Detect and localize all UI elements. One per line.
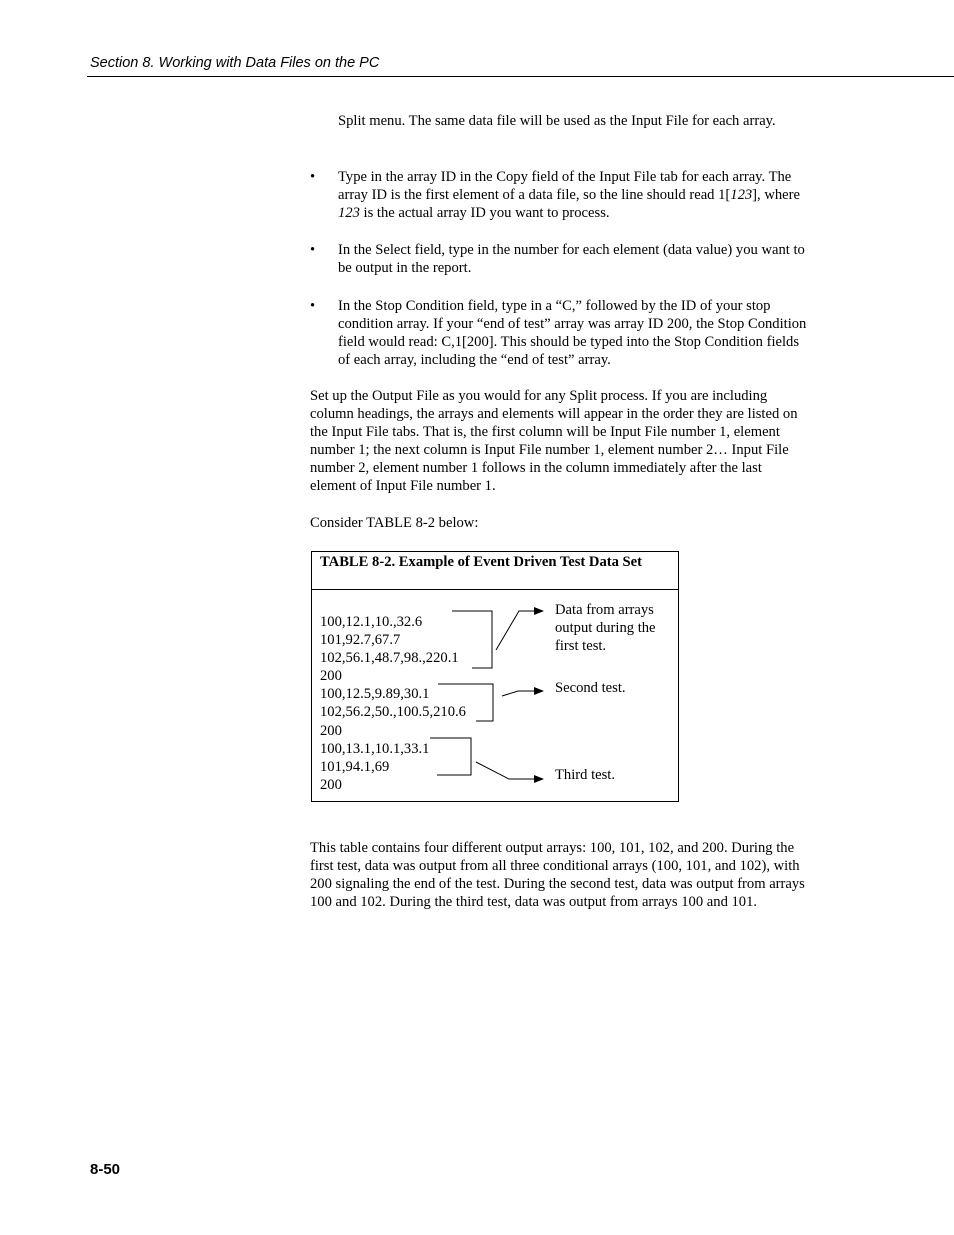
data-line: 100,12.5,9.89,30.1	[320, 686, 430, 703]
continuation-text: Split menu. The same data file will be used as the Input File for each array.	[338, 113, 776, 129]
event-data-table	[311, 551, 679, 802]
bullet-icon: •	[310, 242, 316, 258]
arrow-second-test	[502, 691, 543, 696]
header-rule	[87, 76, 954, 77]
bullet-icon: •	[310, 169, 316, 185]
page-number: 8-50	[90, 1161, 121, 1178]
data-line: 100,12.1,10.,32.6	[320, 614, 423, 630]
data-line: 200	[320, 776, 342, 793]
bullet-text: In the Select field, type in the number for each element (data value) you want to be output in the report.	[338, 242, 805, 277]
output-setup-paragraph: Set up the Output File as you would for any Split process. If you are including column headings, the arrays and elements will appear in the order they are listed on the Input File tabs. That is, the first column will be Input File number 1, element number 1; the next column is Input File number 1, element number 2… Input File number 2, element number 1 follows in the column immediately after the last element of Input File number 1.	[310, 388, 798, 495]
note-second-test: Second test.	[555, 680, 626, 696]
data-line: 101,94.1,69	[320, 758, 390, 775]
bullet-text: In the Stop Condition field, type in a “C,” followed by the ID of your stop condition array. If your “end of test” array was array ID 200, the Stop Condition field would read: C,1[200]. This should be typed into the Stop Condition fields of each array, including the “end of test” array.	[338, 298, 807, 369]
arrow-third-test	[476, 762, 543, 779]
arrow-first-test	[496, 611, 543, 650]
bullet-text: Type in the array ID in the Copy field of the Input File tab for each array. The array ID is the first element of a data file, so the line should read 1[123], where 123 is the actual array ID you want to process.	[338, 169, 800, 222]
consider-table-paragraph: Consider TABLE 8-2 below:	[310, 515, 479, 531]
summary-paragraph: This table contains four different output arrays: 100, 101, 102, and 200. During the first test, data was output from all three conditional arrays (100, 101, and 102), with 200 signaling the end of the test. During the second test, data was output from arrays 100 and 102. During the third test, data was output from arrays 100 and 101.	[310, 840, 805, 911]
bracket-arrows-diagram	[312, 552, 678, 801]
bracket-second-test	[438, 684, 493, 721]
data-line: 101,92.7,67.7	[320, 632, 401, 649]
data-line: 100,13.1,10.1,33.1	[320, 740, 430, 757]
bracket-third-test	[430, 738, 471, 775]
data-line: 200	[320, 722, 342, 739]
note-first-test: Data from arrays output during the first test.	[555, 602, 656, 655]
table-title: TABLE 8-2. Example of Event Driven Test Data Set	[320, 554, 643, 570]
data-line: 102,56.2,50.,100.5,210.6	[320, 704, 466, 721]
note-third-test: Third test.	[555, 767, 615, 783]
data-line: 200	[320, 668, 342, 685]
section-header: Section 8. Working with Data Files on the PC	[90, 55, 380, 71]
bullet-icon: •	[310, 298, 316, 314]
bracket-first-test	[452, 611, 492, 668]
data-line: 102,56.1,48.7,98.,220.1	[320, 650, 459, 667]
